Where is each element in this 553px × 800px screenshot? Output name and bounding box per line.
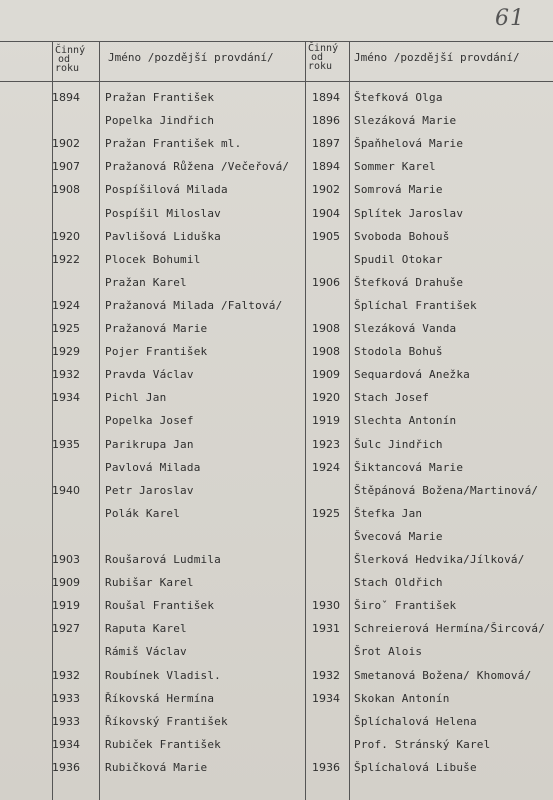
entry-name: Plocek Bohumil bbox=[105, 252, 201, 266]
entry-year: 1908 bbox=[312, 322, 340, 335]
entry-year: 1932 bbox=[52, 668, 80, 682]
entry-name: Rámiš Václav bbox=[105, 645, 187, 659]
entry-name: Šulc Jindřich bbox=[354, 437, 443, 451]
entry-name: Popelka Josef bbox=[105, 414, 194, 428]
header-bottom-rule bbox=[0, 81, 553, 82]
entry-name: Šplíchalová Helena bbox=[354, 714, 477, 728]
entry-name: Říkovská Hermína bbox=[105, 691, 215, 705]
entry-year: 1906 bbox=[312, 275, 340, 289]
header-name-left: Jméno /pozdější provdání/ bbox=[108, 51, 274, 64]
entry-year: 1929 bbox=[52, 345, 80, 359]
entry-name: Raputa Karel bbox=[105, 622, 187, 636]
entry-year: 1909 bbox=[312, 368, 340, 382]
entry-name: Popelka Jindřich bbox=[105, 114, 215, 128]
entry-name: Pavlišová Liduška bbox=[105, 229, 221, 243]
entry-name: Splítek Jaroslav bbox=[354, 206, 464, 220]
entry-year: 1904 bbox=[312, 206, 340, 220]
entry-year: 1925 bbox=[312, 506, 340, 520]
entry-name: Svoboda Bohouš bbox=[354, 229, 450, 243]
table-row bbox=[0, 112, 553, 130]
entry-name: Rubičková Marie bbox=[105, 760, 208, 774]
table-row bbox=[0, 297, 553, 315]
table-row bbox=[0, 736, 553, 754]
table-row bbox=[0, 135, 553, 153]
entry-year: 1934 bbox=[52, 391, 80, 405]
entry-name: Štěpánová Božena/Martinová/ bbox=[354, 483, 539, 497]
entry-name: Roušal František bbox=[105, 599, 215, 613]
entry-year: 1907 bbox=[52, 160, 80, 174]
entry-name: Pospíšilová Milada bbox=[105, 183, 228, 197]
header-year-left: Činný od roku bbox=[55, 45, 86, 74]
entry-name: Pojer František bbox=[105, 345, 208, 359]
table-row bbox=[0, 528, 553, 546]
table-row bbox=[0, 459, 553, 477]
table-row bbox=[0, 690, 553, 708]
entry-name: Somrová Marie bbox=[354, 183, 443, 197]
entry-name: Štefková Olga bbox=[354, 91, 443, 104]
table-row bbox=[0, 759, 553, 777]
entry-name: Štefka Jan bbox=[354, 506, 423, 520]
entry-name: Šlerková Hedvika/Jílková/ bbox=[354, 553, 525, 566]
entry-name: Pražanová Milada /Faltová/ bbox=[105, 298, 283, 312]
entry-year: 1925 bbox=[52, 322, 80, 335]
entry-name: Polák Karel bbox=[105, 506, 181, 520]
entry-name: Prof. Stránský Karel bbox=[354, 737, 491, 751]
entry-name: Pražanová Marie bbox=[105, 322, 208, 335]
entry-name: Šiktancová Marie bbox=[354, 460, 464, 474]
entry-name: Slechta Antonín bbox=[354, 414, 457, 428]
entry-name: Pražan František ml. bbox=[105, 137, 242, 151]
table-row bbox=[0, 505, 553, 523]
entry-year: 1902 bbox=[52, 137, 80, 151]
entry-name: Pražan Karel bbox=[105, 275, 187, 289]
entry-name: Roušarová Ludmila bbox=[105, 553, 221, 566]
entry-name: Široˇ František bbox=[354, 599, 457, 613]
entry-year: 1924 bbox=[52, 298, 80, 312]
entry-name: Skokan Antonín bbox=[354, 691, 450, 705]
entry-year: 1896 bbox=[312, 114, 340, 128]
table-row bbox=[0, 389, 553, 407]
entry-year: 1936 bbox=[52, 760, 80, 774]
entry-year: 1894 bbox=[52, 91, 80, 104]
entry-year: 1908 bbox=[312, 345, 340, 359]
entry-year: 1902 bbox=[312, 183, 340, 197]
entry-year: 1940 bbox=[52, 483, 80, 497]
entry-name: Švecová Marie bbox=[354, 529, 443, 543]
table-row bbox=[0, 274, 553, 292]
entry-year: 1919 bbox=[312, 414, 340, 428]
entry-name: Sommer Karel bbox=[354, 160, 436, 174]
entry-year: 1932 bbox=[312, 668, 340, 682]
entry-name: Roubínek Vladisl. bbox=[105, 668, 221, 682]
entry-name: Petr Jaroslav bbox=[105, 483, 194, 497]
entry-year: 1935 bbox=[52, 437, 80, 451]
table-row bbox=[0, 228, 553, 246]
entry-year: 1920 bbox=[52, 229, 80, 243]
table-row bbox=[0, 597, 553, 615]
entry-name: Schreierová Hermína/Šircová/ bbox=[354, 622, 546, 636]
entry-name: Pichl Jan bbox=[105, 391, 167, 405]
entry-year: 1931 bbox=[312, 622, 340, 636]
header-year-right: Činný od roku bbox=[308, 43, 339, 72]
table-top-rule bbox=[0, 41, 553, 42]
table-row bbox=[0, 205, 553, 223]
table-row bbox=[0, 482, 553, 500]
entry-name: Stach Oldřich bbox=[354, 576, 443, 590]
table-row bbox=[0, 366, 553, 384]
entry-name: Šplíchal František bbox=[354, 298, 477, 312]
entry-year: 1933 bbox=[52, 691, 80, 705]
entry-name: Rubiček František bbox=[105, 737, 221, 751]
table-row bbox=[0, 667, 553, 685]
entry-year: 1923 bbox=[312, 437, 340, 451]
entry-year: 1909 bbox=[52, 576, 80, 590]
entry-name: Smetanová Božena/ Khomová/ bbox=[354, 668, 532, 682]
table-row bbox=[0, 343, 553, 361]
table-row bbox=[0, 620, 553, 638]
entry-year: 1905 bbox=[312, 229, 340, 243]
table-row bbox=[0, 713, 553, 731]
table-row bbox=[0, 574, 553, 592]
entry-name: Špaňhelová Marie bbox=[354, 137, 464, 151]
entry-year: 1933 bbox=[52, 714, 80, 728]
entry-name: Pražanová Růžena /Večeřová/ bbox=[105, 160, 290, 174]
entry-name: Slezáková Marie bbox=[354, 114, 457, 128]
entry-year: 1894 bbox=[312, 160, 340, 174]
entry-year: 1908 bbox=[52, 183, 80, 197]
entry-name: Štefková Drahuše bbox=[354, 275, 464, 289]
table-row bbox=[0, 158, 553, 176]
page-number: 61 bbox=[495, 6, 525, 31]
entry-year: 1927 bbox=[52, 622, 80, 636]
entry-name: Stach Josef bbox=[354, 391, 430, 405]
entry-year: 1934 bbox=[312, 691, 340, 705]
entry-year: 1932 bbox=[52, 368, 80, 382]
entry-year: 1924 bbox=[312, 460, 340, 474]
entry-year: 1919 bbox=[52, 599, 80, 613]
entry-year: 1897 bbox=[312, 137, 340, 151]
entry-name: Říkovský František bbox=[105, 714, 228, 728]
entry-name: Spudil Otokar bbox=[354, 252, 443, 266]
entry-name: Pravda Václav bbox=[105, 368, 194, 382]
entry-name: Sequardová Anežka bbox=[354, 368, 470, 382]
entry-year: 1920 bbox=[312, 391, 340, 405]
entry-name: Šrot Alois bbox=[354, 645, 423, 659]
table-row bbox=[0, 89, 553, 107]
entry-name: Pražan František bbox=[105, 91, 215, 104]
entry-name: Stodola Bohuš bbox=[354, 345, 443, 359]
table-row bbox=[0, 412, 553, 430]
entry-year: 1934 bbox=[52, 737, 80, 751]
entry-year: 1903 bbox=[52, 553, 80, 566]
entry-name: Rubišar Karel bbox=[105, 576, 194, 590]
table-row bbox=[0, 181, 553, 199]
entry-year: 1894 bbox=[312, 91, 340, 104]
entry-name: Parikrupa Jan bbox=[105, 437, 194, 451]
entry-year: 1922 bbox=[52, 252, 80, 266]
table-row bbox=[0, 320, 553, 338]
entry-name: Šplíchalová Libuše bbox=[354, 760, 477, 774]
entry-name: Pavlová Milada bbox=[105, 460, 201, 474]
entry-name: Pospíšil Miloslav bbox=[105, 206, 221, 220]
table-row bbox=[0, 436, 553, 454]
table-row bbox=[0, 551, 553, 569]
entry-year: 1936 bbox=[312, 760, 340, 774]
entry-name: Slezáková Vanda bbox=[354, 322, 457, 335]
entry-year: 1930 bbox=[312, 599, 340, 613]
table-row bbox=[0, 643, 553, 661]
table-row bbox=[0, 251, 553, 269]
header-name-right: Jméno /pozdější provdání/ bbox=[354, 51, 520, 64]
